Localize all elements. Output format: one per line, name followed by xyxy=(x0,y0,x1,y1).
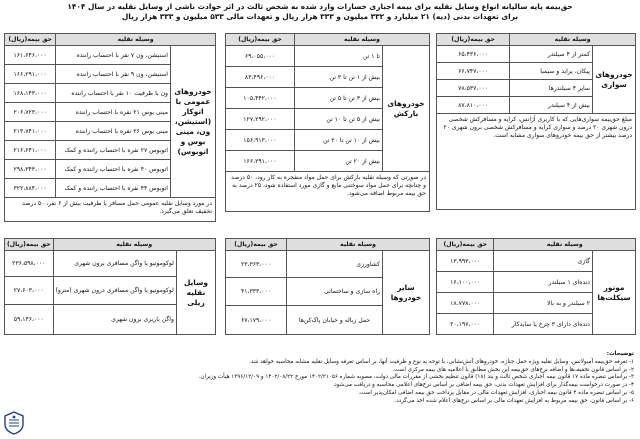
rail-row-premium: ۵۹،۱۴۶،۰۰۰ xyxy=(5,305,54,335)
buses-row-label: مینی بوس ۲۱ نفره با احتساب راننده xyxy=(56,103,171,122)
buses-row-premium: ۲۹۸،۳۴۳،۰۰۰ xyxy=(5,160,56,179)
premium-header: حق بیمه(ریال) xyxy=(5,239,54,251)
vehicle-header: وسیله نقلیه xyxy=(53,239,215,251)
other-row-premium: ۶۷،۱۷۹،۰۰۰ xyxy=(226,306,287,335)
buses-row-premium: ۱۶۶،۲۹۱،۰۰۰ xyxy=(5,65,56,84)
buses-row-premium: ۲۱۶،۶۴۱،۰۰۰ xyxy=(5,141,56,160)
cars-row-premium: ۶۵،۴۳۶،۰۰۰ xyxy=(437,46,510,63)
moto-row-premium: ۱۸،۷۷۸،۰۰۰ xyxy=(437,293,494,314)
premium-header: حق بیمه(ریال) xyxy=(437,239,494,251)
trucks-row-label: بیش از ۱ تن تا ۳ تن xyxy=(294,67,382,88)
notes-section xyxy=(0,351,640,406)
premium-header: حق بیمه(ریال) xyxy=(226,34,295,46)
cars-table xyxy=(436,33,636,210)
page-subtitle: برای تعهدات بدنی (دیه) ۲۱ میلیارد و ۳۳۲ میلیون و ۳۳۳ هزار ریال و تعهدات مالی ۵۳۳ میلیون و ۳۳۳ هزار ریال xyxy=(121,12,519,21)
cars-row-premium: ۸۷،۸۱۰،۰۰۰ xyxy=(437,97,510,114)
note-item: ۳- براساس تبصره ماده ۱۷ قانون بیمه اجباری شخص ثالث و بند (۱۸) قانون تنظیم بخشی از مقررات مالی دولت، مصوبه شماره ۱۴۰۲/۲۱۰۵۶ مورخ ۱۴۰۲/۰۸/۲۲ و ۱۳۹۶/۱۲/۰۹ هیأت وزیران. xyxy=(198,374,634,381)
rail-row-label: لوکوموتیو یا واگن مسافری درون شهری (مترو) xyxy=(53,277,176,305)
trucks-row-premium: ۱۶۶،۲۹۱،۰۰۰ xyxy=(226,151,295,172)
trucks-note: در صورتی که وسیله نقلیه بارکش برای حمل مواد منفجره به کار رود، ۵۰ درصد و چنانچه برای حمل مواد سوختنی مایع و گازی مورد استفاده شود، ۲۵ درصد به حق بیمه مربوط اضافه می‌شود. xyxy=(226,172,430,212)
rail-row-label: واگن باربری برون شهری xyxy=(53,305,176,335)
buses-row-label: استیشن، ون ۷ نفر با احتساب راننده xyxy=(56,46,171,65)
moto-row-premium: ۱۳،۹۹۳،۰۰۰ xyxy=(437,251,494,272)
note-item: ۶- بر اساس قانون، حق بیمه مربوط به افزایش تعهدات مالی بر اساس نرخ‌های اعلام شده اخذ می‌گردد. xyxy=(394,397,634,404)
buses-row-label: اتوبوس ۴۴ نفره با احتساب راننده و کمک xyxy=(56,179,171,198)
buses-table xyxy=(4,33,216,222)
moto-row-premium: ۱۶،۱۰۰،۰۰۰ xyxy=(437,272,494,293)
buses-row-premium: ۳۲۲،۸۸۴،۰۰۰ xyxy=(5,179,56,198)
buses-row-premium: ۲۱۴،۷۴۱،۰۰۰ xyxy=(5,122,56,141)
premium-header: حق بیمه(ریال) xyxy=(5,34,56,46)
other-row-premium: ۲۳،۳۶۳،۰۰۰ xyxy=(226,251,287,278)
buses-row-label: استیشن، ون ۹ نفر با احتساب راننده xyxy=(56,65,171,84)
buses-row-premium: ۱۶۱،۶۴۶،۰۰۰ xyxy=(5,46,56,65)
trucks-row-label: بیش از ۲۰ تن xyxy=(294,151,382,172)
trucks-row-premium: ۱۲۷،۲۹۲،۰۰۰ xyxy=(226,109,295,130)
moto-row-premium: ۲۰،۱۹۷،۰۰۰ xyxy=(437,314,494,335)
buses-row-label: ون با ظرفیت ۱۰ نفر با احتساب راننده xyxy=(56,84,171,103)
page-title: حق‌بیمه پایه سالیانه انواع وسایل نقلیه برای بیمه اجباری خسارات وارد شده به شخص ثالث در اثر حوادث ناشی از وسایل نقلیه در سال ۱۴۰۴ xyxy=(67,2,573,11)
note-item: ۵- بر اساس تبصره ماده ۴ قانون بیمه اجباری، افزایش تعهدات مالی در مقابل پرداخت حق بیمه اضافی امکان‌پذیر است. xyxy=(358,389,634,396)
cars-row-label: بیش از ۴ سیلندر xyxy=(510,97,593,114)
moto-row-label: دنده‌ای ۱ سیلندر xyxy=(494,272,593,293)
trucks-category: خودروهای بارکش xyxy=(383,46,430,172)
cars-row-label: سایر ۴ سیلندرها xyxy=(510,80,593,97)
moto-row-label: دنده‌ای دارای ۳ چرخ یا سایدکار xyxy=(494,314,593,335)
rail-row-premium: ۲۳۶،۵۹۸،۰۰۰ xyxy=(5,251,54,277)
moto-category: موتور سیکلت‌ها xyxy=(593,251,636,335)
notes-heading: توضیحات: xyxy=(606,351,634,357)
rail-category: وسایل نقلیه ریلی xyxy=(176,251,215,335)
trucks-row-label: بیش از ۵ تن تا ۱۰ تن xyxy=(294,109,382,130)
trucks-row-label: بیش از ۱۰ تن تا ۲۰ تن xyxy=(294,130,382,151)
buses-row-label: مینی بوس ۲۶ نفره با احتساب راننده xyxy=(56,122,171,141)
premium-header: حق بیمه(ریال) xyxy=(226,239,287,251)
note-item: ۴- در صورت درخواست بیمه‌گذار برای افزایش تعهدات بدنی، حق بیمه اضافی بر اساس نرخ‌های اعلامی محاسبه و دریافت می‌شود. xyxy=(332,382,634,389)
other-row-premium: ۴۱،۳۳۳،۰۰۰ xyxy=(226,278,287,306)
vehicle-header: وسیله نقلیه xyxy=(287,239,430,251)
trucks-row-label: تا ۱ تن xyxy=(294,46,382,67)
vehicle-header: وسیله نقلیه xyxy=(56,34,216,46)
central-insurance-seal-icon xyxy=(3,411,25,435)
rail-row-label: لوکوموتیو یا واگن مسافری برون شهری xyxy=(53,251,176,277)
vehicle-header: وسیله نقلیه xyxy=(510,34,636,46)
cars-row-premium: ۶۶،۷۴۷،۰۰۰ xyxy=(437,63,510,80)
trucks-row-premium: ۱۵۶،۹۱۳،۰۰۰ xyxy=(226,130,295,151)
trucks-row-premium: ۸۳،۴۹۶،۰۰۰ xyxy=(226,67,295,88)
buses-note: در مورد وسایل نقلیه عمومی حمل مسافر با ظرفیت بیش از ۶ نفر، ۵۰ درصد تخفیف تعلق می‌گیرد. xyxy=(5,198,216,222)
trucks-row-premium: ۱۰۵،۴۴۲،۰۰۰ xyxy=(226,88,295,109)
moto-row-label: ۲ سیلندر و به بالا xyxy=(494,293,593,314)
rail-table xyxy=(4,238,216,335)
buses-row-premium: ۱۶۸،۱۴۳،۰۰۰ xyxy=(5,84,56,103)
vehicle-header: وسیله نقلیه xyxy=(494,239,636,251)
trucks-row-label: بیش از ۳ تن تا ۵ تن xyxy=(294,88,382,109)
other-row-label: کشاورزی xyxy=(287,251,383,278)
premium-header: حق بیمه(ریال) xyxy=(437,34,510,46)
cars-row-label: کمتر از ۴ سیلندر xyxy=(510,46,593,63)
other-row-label: حمل زباله و خیابان پاک‌کن‌ها xyxy=(287,306,383,335)
buses-row-label: اتوبوس ۲۷ نفره با احتساب راننده و کمک xyxy=(56,141,171,160)
trucks-row-premium: ۶۹،۰۵۵،۰۰۰ xyxy=(226,46,295,67)
rail-row-premium: ۲۷،۶۰۳،۰۰۰ xyxy=(5,277,54,305)
trucks-table xyxy=(225,33,430,212)
moto-table xyxy=(436,238,636,335)
vehicle-header: وسیله نقلیه xyxy=(294,34,429,46)
moto-row-label: گازی xyxy=(494,251,593,272)
cars-note: مبلغ حق‌بیمه سواری‌هایی که با کاربری آژانس، کرایه و مسافرکش شخصی درون شهری ۲۰ درصد و سواری کرایه و مسافرکش شخصی برون شهری ۲۰ درصد بیشتر از حق بیمه خودروهای سواری مشابه است. xyxy=(437,114,636,210)
cars-category: خودروهای سواری xyxy=(593,46,636,114)
cars-row-premium: ۷۸،۵۳۷،۰۰۰ xyxy=(437,80,510,97)
note-item: ۲- بر اساس قانون تخفیف‌ها و اضافه نرخ‌های حق‌بیمه این بخش مطابق با اعلامیه های بیمه مرکزی است. xyxy=(392,366,634,373)
buses-row-premium: ۲۰۶،۷۲۳،۰۰۰ xyxy=(5,103,56,122)
cars-row-label: پیکان، پراید و سیمبا xyxy=(510,63,593,80)
other-row-label: راه سازی و ساختمانی xyxy=(287,278,383,306)
note-item: ۱- تعرفه حق‌بیمه آمبولانس، وسایل نقلیه ویژه حمل جنازه، خودروهای آتش‌نشانی، با توجه به نوع و ظرفیت آنها، بر اساس تعرفه وسایل نقلیه مشابه محاسبه خواهد شد. xyxy=(249,358,634,365)
buses-category: خودروهای عمومی با اتوکار (استیشن، ون، مینی بوس و اتوبوس) xyxy=(171,46,216,198)
other-table xyxy=(225,238,430,335)
other-category: سایر خودروها xyxy=(383,251,430,335)
buses-row-label: اتوبوس ۴۰ نفره با احتساب راننده و کمک xyxy=(56,160,171,179)
